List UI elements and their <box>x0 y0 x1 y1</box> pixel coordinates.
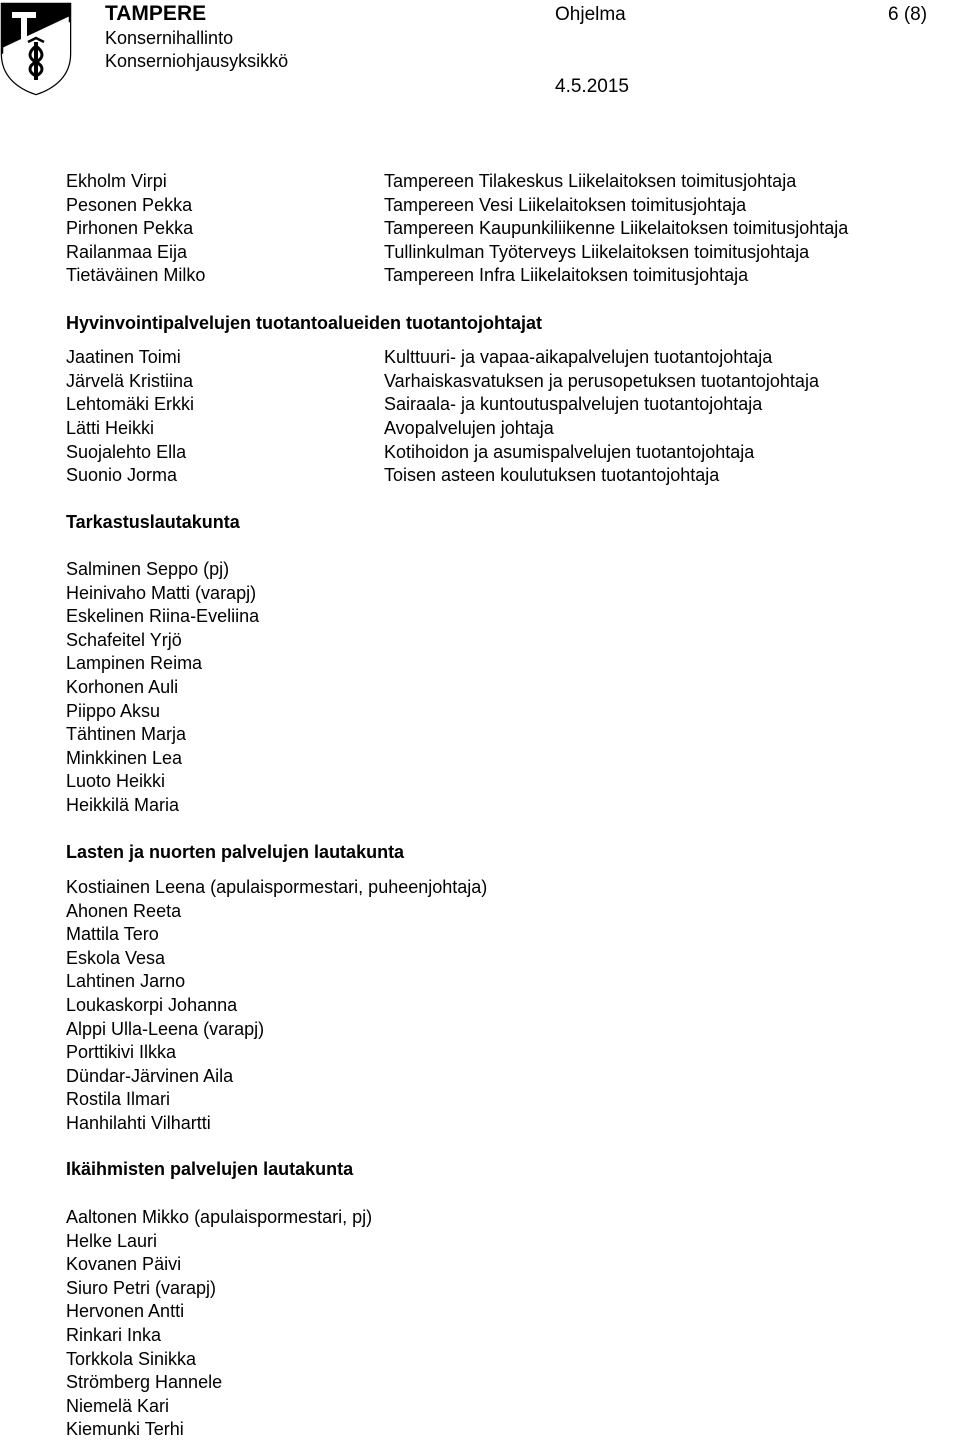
member-name: Schafeitel Yrjö <box>66 629 182 650</box>
person-role: Kotihoidon ja asumispalvelujen tuotantojohtaja <box>384 442 755 462</box>
member-name: Helke Lauri <box>66 1230 158 1251</box>
person-role: Tampereen Tilakeskus Liikelaitoksen toimitusjohtaja <box>384 171 797 191</box>
person-name: Ekholm Virpi <box>66 171 167 191</box>
person-name: Tietäväinen Milko <box>66 265 206 285</box>
member-name: Alppi Ulla-Leena (varapj) <box>66 1018 265 1039</box>
member-name: Dündar-Järvinen Aila <box>66 1065 234 1086</box>
member-name: Piippo Aksu <box>66 700 161 721</box>
elderly-committee-members <box>66 1206 372 1442</box>
person-name: Pirhonen Pekka <box>66 218 194 238</box>
section-heading-production-directors: Hyvinvointipalvelujen tuotantoalueiden tuotantojohtajat <box>66 313 543 333</box>
member-name: Luoto Heikki <box>66 771 166 792</box>
page-number: 6 (8) <box>888 4 928 25</box>
person-name: Järvelä Kristiina <box>66 371 194 391</box>
member-name: Eskelinen Riina-Eveliina <box>66 606 260 627</box>
person-role: Avopalvelujen johtaja <box>384 418 554 438</box>
children-committee-members <box>66 876 487 1136</box>
person-name: Pesonen Pekka <box>66 195 193 215</box>
member-name: Siuro Petri (varapj) <box>66 1277 217 1298</box>
member-name: Minkkinen Lea <box>66 747 183 768</box>
document-date: 4.5.2015 <box>555 76 629 97</box>
document-type: Ohjelma <box>555 4 626 25</box>
member-name: Rinkari Inka <box>66 1324 162 1345</box>
person-name: Lehtomäki Erkki <box>66 394 195 414</box>
member-name: Kostiainen Leena (apulaispormestari, puheenjohtaja) <box>66 877 488 897</box>
organization-subunit: Konserniohjausyksikkö <box>105 51 289 71</box>
person-role: Toisen asteen koulutuksen tuotantojohtaja <box>384 465 720 485</box>
organization-unit: Konsernihallinto <box>105 28 234 48</box>
person-name: Lätti Heikki <box>66 418 155 438</box>
member-name: Mattila Tero <box>66 924 159 945</box>
member-name: Niemelä Kari <box>66 1395 170 1416</box>
person-role: Tampereen Infra Liikelaitoksen toimitusjohtaja <box>384 265 749 285</box>
member-name: Lampinen Reima <box>66 653 203 674</box>
member-name: Lahtinen Jarno <box>66 971 186 992</box>
organization-name: TAMPERE <box>105 2 207 25</box>
person-role: Sairaala- ja kuntoutuspalvelujen tuotantojohtaja <box>384 394 763 414</box>
member-name: Ahonen Reeta <box>66 900 182 921</box>
person-name: Suojalehto Ella <box>66 442 187 462</box>
member-name: Korhonen Auli <box>66 676 179 697</box>
member-name: Hanhilahti Vilhartti <box>66 1112 211 1133</box>
tampere-coat-of-arms-logo <box>0 2 72 96</box>
person-role: Kulttuuri- ja vapaa-aikapalvelujen tuotantojohtaja <box>384 347 773 367</box>
person-role: Tampereen Vesi Liikelaitoksen toimitusjohtaja <box>384 195 747 215</box>
member-name: Loukaskorpi Johanna <box>66 994 238 1015</box>
member-name: Torkkola Sinikka <box>66 1348 197 1369</box>
person-role: Tampereen Kaupunkiliikenne Liikelaitoksen toimitusjohtaja <box>384 218 849 238</box>
section-heading-elderly-committee: Ikäihmisten palvelujen lautakunta <box>66 1159 354 1179</box>
member-name: Heikkilä Maria <box>66 794 180 815</box>
member-name: Tähtinen Marja <box>66 724 187 745</box>
member-name: Heinivaho Matti (varapj) <box>66 582 257 603</box>
person-role: Tullinkulman Työterveys Liikelaitoksen toimitusjohtaja <box>384 242 810 262</box>
section-heading-audit-committee: Tarkastuslautakunta <box>66 512 240 532</box>
audit-committee-members <box>66 558 259 818</box>
member-name: Porttikivi Ilkka <box>66 1042 177 1063</box>
member-name: Eskola Vesa <box>66 947 166 968</box>
member-name: Kovanen Päivi <box>66 1254 182 1275</box>
person-name: Railanmaa Eija <box>66 242 188 262</box>
member-name: Salminen Seppo (pj) <box>66 559 230 579</box>
person-name: Suonio Jorma <box>66 465 178 485</box>
section-heading-children-committee: Lasten ja nuorten palvelujen lautakunta <box>66 842 405 862</box>
person-name: Jaatinen Toimi <box>66 347 181 367</box>
member-name: Rostila Ilmari <box>66 1089 171 1110</box>
member-name: Strömberg Hannele <box>66 1372 223 1393</box>
member-name: Hervonen Antti <box>66 1301 185 1322</box>
person-role: Varhaiskasvatuksen ja perusopetuksen tuotantojohtaja <box>384 371 819 391</box>
member-name: Aaltonen Mikko (apulaispormestari, pj) <box>66 1207 373 1227</box>
member-name: Kiemunki Terhi <box>66 1419 184 1440</box>
